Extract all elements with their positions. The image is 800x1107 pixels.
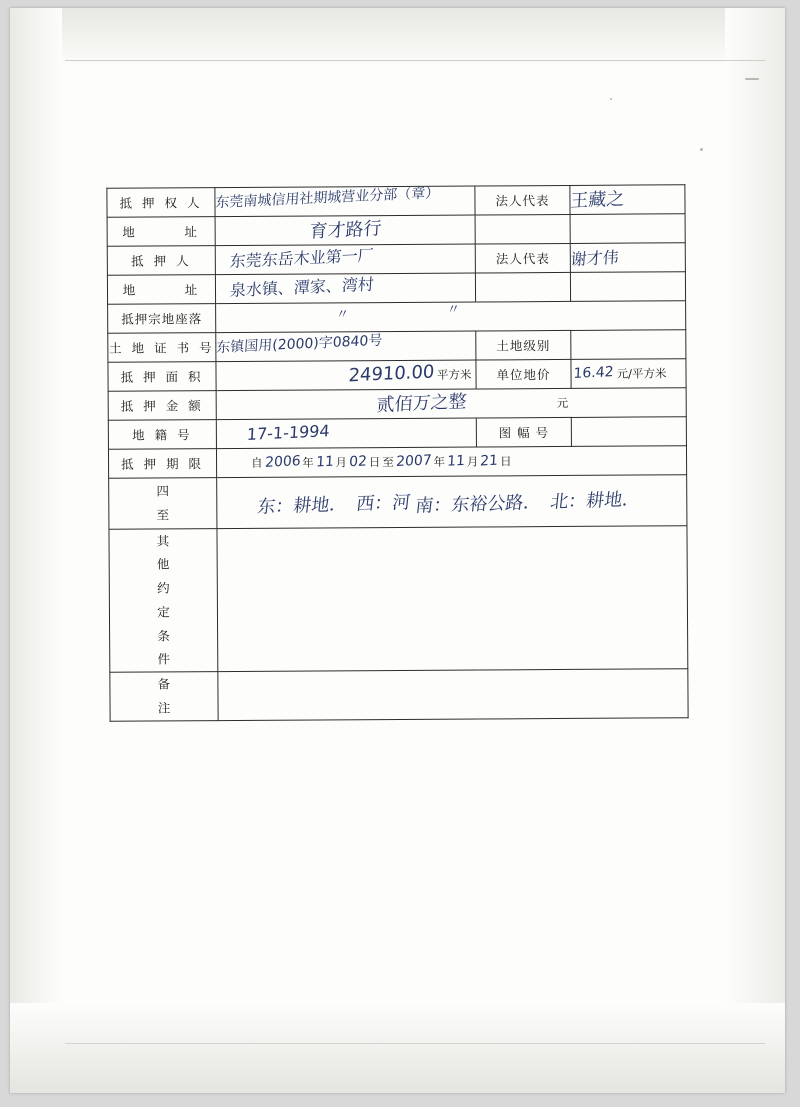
value-mortgagor-cell[interactable]	[215, 244, 475, 275]
value-remarks-cell[interactable]	[218, 669, 688, 720]
term-month-unit-1: 月	[335, 455, 348, 470]
label-parcel-location: 抵押宗地座落	[108, 304, 216, 334]
term-day-to: 21	[479, 452, 499, 470]
label-other-terms-char-1: 其	[156, 532, 170, 549]
scan-fold-line-top	[65, 60, 765, 61]
term-year-to: 2007	[395, 452, 432, 471]
value-boundaries-cell[interactable]	[217, 475, 687, 528]
term-year-unit-2: 年	[433, 454, 446, 469]
value-mortgagee: 东莞南城信用社期城营业分部（章）	[214, 185, 440, 212]
label-other-terms	[109, 528, 218, 672]
term-day-unit-2: 日	[500, 454, 512, 469]
label-other-terms-char-5: 条	[157, 627, 170, 644]
label-other-terms-char-3: 约	[157, 580, 170, 596]
label-mortgage-amount: 抵 押 金 额	[108, 391, 216, 421]
empty-cell	[570, 214, 685, 244]
table-row	[107, 272, 685, 305]
empty-cell	[570, 272, 685, 302]
value-mortgagee-cell[interactable]	[215, 186, 475, 217]
scan-speck	[610, 98, 612, 100]
label-land-certificate-no: 土 地 证 书 号	[108, 333, 216, 363]
label-boundaries-char-1: 四	[156, 483, 170, 499]
label-legal-rep-1: 法人代表	[475, 185, 570, 215]
scan-shading-left	[10, 8, 62, 1093]
label-mortgage-term: 抵 押 期 限	[108, 449, 216, 479]
scan-speck	[700, 148, 703, 151]
value-mortgage-amount-cell[interactable]	[216, 388, 686, 420]
mortgage-registration-table	[106, 184, 688, 721]
label-land-grade: 土地级别	[476, 330, 571, 360]
label-mortgagee: 抵 押 权 人	[107, 188, 215, 218]
label-remarks	[110, 672, 218, 721]
label-remarks-char-1: 备	[157, 676, 171, 692]
value-legal-rep-1-cell[interactable]	[570, 185, 685, 215]
value-mortgage-area: 24910.00	[347, 360, 435, 386]
label-other-terms-char-4: 定	[157, 604, 170, 620]
label-other-terms-char-6: 件	[157, 651, 171, 667]
value-cadastral-no: 17-1-1994	[246, 420, 331, 444]
value-cadastral-no-cell[interactable]	[216, 418, 476, 449]
table-row	[108, 446, 686, 479]
label-address-2: 地 址	[107, 275, 215, 305]
scan-shading-right	[725, 8, 785, 1093]
term-month-unit-2: 月	[466, 454, 479, 469]
table-row	[109, 525, 688, 672]
table-row	[110, 669, 688, 721]
term-year-unit-1: 年	[302, 455, 314, 470]
value-mortgage-term-cell[interactable]	[216, 446, 686, 478]
table-row	[108, 388, 686, 421]
empty-cell	[475, 272, 570, 302]
term-month-to: 11	[446, 452, 466, 470]
scan-speck	[745, 78, 759, 80]
value-land-certificate-no: 东镇国用(2000)字0840号	[215, 332, 383, 357]
empty-cell	[475, 214, 570, 244]
value-legal-rep-2-cell[interactable]	[570, 243, 685, 273]
label-map-sheet-no: 图 幅 号	[476, 417, 571, 447]
label-legal-rep-2: 法人代表	[475, 243, 570, 273]
table-row	[108, 330, 686, 363]
label-address-1: 地 址	[107, 217, 215, 247]
value-mortgage-area-cell[interactable]	[216, 360, 476, 391]
table-row	[108, 359, 686, 392]
scan-fold-line-bottom	[65, 1043, 765, 1044]
scanned-document-page	[10, 8, 785, 1093]
value-address-1-cell[interactable]	[215, 215, 475, 246]
value-parcel-location-cell[interactable]	[216, 301, 686, 333]
term-day-from: 02	[348, 453, 368, 471]
label-remarks-char-2: 注	[157, 700, 171, 716]
boundaries-line-2: 南：东裕公路． 北：耕地．	[414, 488, 642, 517]
boundaries-line-1: 东：耕地． 西：河	[256, 492, 412, 518]
value-unit-price: 16.42	[573, 364, 615, 382]
label-boundaries	[109, 478, 217, 529]
value-map-sheet-no-cell[interactable]	[571, 417, 686, 447]
table-row	[108, 301, 686, 334]
value-address-2: 泉水镇、潭家、湾村	[229, 274, 375, 300]
label-boundaries-char-2: 至	[156, 507, 170, 523]
value-land-certificate-no-cell[interactable]	[216, 331, 476, 362]
scan-shading-top	[10, 8, 785, 68]
value-land-grade-cell[interactable]	[571, 330, 686, 360]
value-mortgagor: 东莞东岳木业第一厂	[229, 245, 375, 271]
term-to-separator: 至	[382, 455, 394, 470]
value-parcel-location: 〃 〃	[335, 300, 485, 323]
unit-square-meter: 平方米	[436, 367, 472, 382]
value-other-terms-cell[interactable]	[217, 525, 688, 671]
table-row	[107, 243, 685, 276]
label-cadastral-no: 地 籍 号	[108, 420, 216, 450]
unit-yuan-per-square-meter: 元/平方米	[616, 366, 667, 381]
value-unit-price-cell[interactable]	[571, 359, 686, 389]
label-mortgagor: 抵 押 人	[107, 246, 215, 276]
label-mortgage-area: 抵 押 面 积	[108, 362, 216, 392]
value-mortgage-amount: 贰佰万之整	[375, 391, 468, 417]
table-row	[107, 185, 685, 218]
term-year-from: 2006	[264, 453, 301, 471]
term-month-from: 11	[315, 453, 334, 471]
table-row	[109, 475, 687, 529]
label-other-terms-char-2: 他	[156, 556, 170, 572]
term-prefix: 自	[251, 455, 263, 470]
unit-yuan: 元	[556, 395, 569, 411]
table-row	[107, 214, 685, 247]
value-legal-rep-1: 王藏之	[569, 188, 625, 212]
value-legal-rep-2: 谢才伟	[570, 247, 620, 269]
table-row	[108, 417, 686, 450]
term-day-unit-1: 日	[368, 455, 381, 470]
scan-shading-bottom	[10, 1003, 785, 1093]
value-address-1: 育才路行	[308, 218, 382, 243]
label-unit-price: 单位地价	[476, 359, 571, 389]
